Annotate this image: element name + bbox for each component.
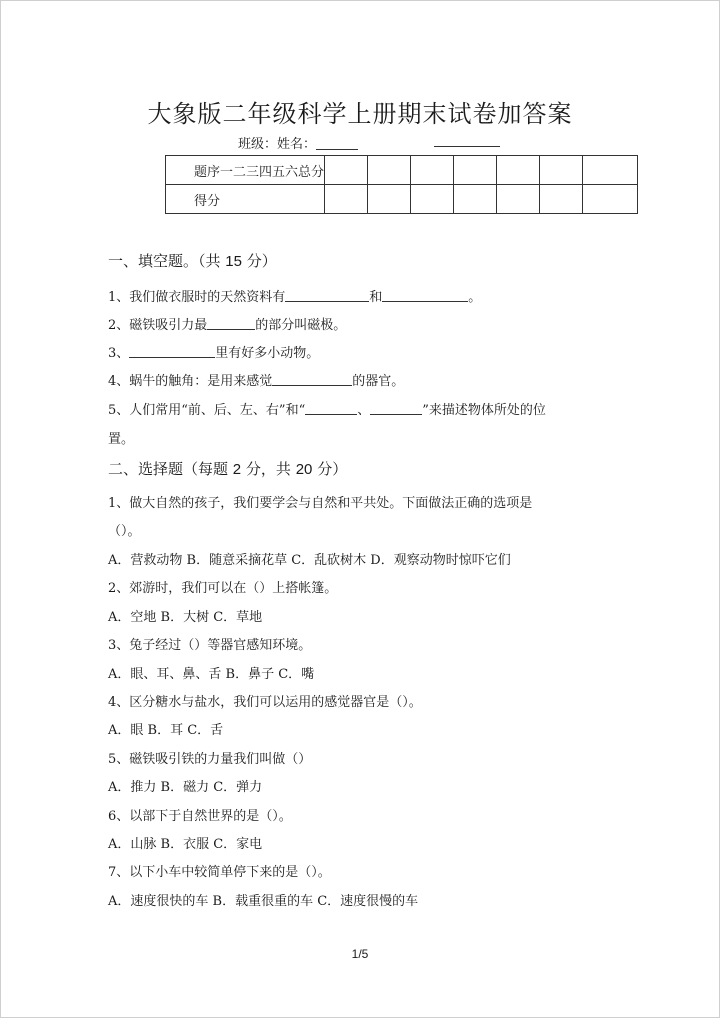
score-cell — [454, 185, 497, 214]
question-text: 的器官。 — [352, 374, 405, 389]
question-text: ”来描述物体所处的位 — [422, 403, 546, 418]
page-number: 1/5 — [351, 947, 369, 961]
question-2-2-options: A．空地 B．大树 C．草地 — [108, 610, 263, 625]
score-cell — [497, 185, 540, 214]
question-1-5-cont: 置。 — [108, 432, 135, 447]
question-1-1 — [108, 286, 481, 305]
question-2-1-options: A．营救动物 B．随意采摘花草 C．乱砍树木 D．观察动物时惊吓它们 — [108, 553, 511, 568]
question-text: 里有好多小动物。 — [215, 346, 320, 361]
answer-blank — [305, 402, 357, 415]
table-cell — [411, 156, 454, 185]
score-cell — [411, 185, 454, 214]
score-cell — [325, 185, 368, 214]
answer-blank — [370, 402, 422, 415]
heading-text: 二、选择题（每题 — [108, 460, 229, 478]
question-2-5: 5、磁铁吸引铁的力量我们叫做（） — [108, 752, 312, 767]
question-2-6-options: A．山脉 B．衣服 C．家电 — [108, 837, 263, 852]
answer-blank — [272, 373, 352, 386]
heading-points: 15 — [225, 253, 242, 270]
question-2-1: 1、做大自然的孩子，我们要学会与自然和平共处。下面做法正确的选项是 — [108, 496, 533, 511]
info-label: 班级：姓名： — [238, 137, 317, 152]
answer-blank — [129, 345, 215, 358]
table-cell — [497, 156, 540, 185]
table-row — [166, 156, 638, 185]
question-text: 4、蜗牛的触角：是用来感觉 — [108, 374, 273, 389]
question-1-5 — [108, 399, 546, 418]
question-2-7-options: A．速度很快的车 B．载重很重的车 C．速度很慢的车 — [108, 894, 419, 909]
question-text: 3、 — [108, 346, 130, 361]
extra-blank — [434, 146, 500, 147]
page-title: 大象版二年级科学上册期末试卷加答案 — [147, 100, 573, 128]
question-text: 2、磁铁吸引力最 — [108, 318, 208, 333]
student-info — [238, 133, 358, 152]
question-2-4-options: A．眼 B．耳 C．舌 — [108, 723, 224, 738]
question-2-4: 4、区分糖水与盐水，我们可以运用的感觉器官是（）。 — [108, 695, 422, 710]
table-cell — [368, 156, 411, 185]
section2-heading — [108, 458, 347, 479]
name-blank — [316, 136, 358, 150]
question-text: 和 — [369, 290, 383, 305]
score-table-header: 题序一二三四五六总分 — [166, 156, 325, 185]
question-2-5-options: A．推力 B．磁力 C．弹力 — [108, 780, 263, 795]
table-cell — [454, 156, 497, 185]
score-row-label: 得分 — [166, 185, 325, 214]
question-2-3-options: A．眼、耳、鼻、舌 B．鼻子 C．嘴 — [108, 667, 315, 682]
question-text: 、 — [357, 403, 371, 418]
score-cell — [368, 185, 411, 214]
score-cell — [583, 185, 638, 214]
heading-points: 2 — [232, 461, 242, 478]
question-2-6: 6、以部下于自然世界的是（）。 — [108, 809, 292, 824]
heading-text: 分） — [317, 460, 348, 478]
heading-points: 20 — [295, 461, 313, 478]
question-text: 的部分叫磁极。 — [255, 318, 347, 333]
table-cell — [540, 156, 583, 185]
question-1-2 — [108, 314, 346, 333]
question-1-4 — [108, 370, 404, 389]
question-2-7: 7、以下小车中较简单停下来的是（）。 — [108, 865, 331, 880]
question-2-1-cont: （）。 — [108, 524, 141, 539]
answer-blank — [207, 317, 255, 330]
question-1-3 — [108, 342, 319, 361]
question-text: 。 — [468, 290, 482, 305]
question-2-3: 3、兔子经过（）等器官感知环境。 — [108, 638, 312, 653]
table-cell — [325, 156, 368, 185]
heading-text: 一、填空题。（共 — [108, 252, 221, 270]
question-text: 5、人们常用“前、后、左、右”和“ — [108, 403, 306, 418]
heading-text: 分） — [246, 252, 277, 270]
heading-text: 分，共 — [245, 460, 291, 478]
question-2-2: 2、郊游时，我们可以在（）上搭帐篷。 — [108, 581, 338, 596]
answer-blank — [382, 289, 468, 302]
score-table — [165, 155, 638, 214]
score-cell — [540, 185, 583, 214]
table-cell — [583, 156, 638, 185]
question-text: 1、我们做衣服时的天然资料有 — [108, 290, 286, 305]
section1-heading — [108, 250, 277, 271]
table-row — [166, 185, 638, 214]
answer-blank — [285, 289, 369, 302]
